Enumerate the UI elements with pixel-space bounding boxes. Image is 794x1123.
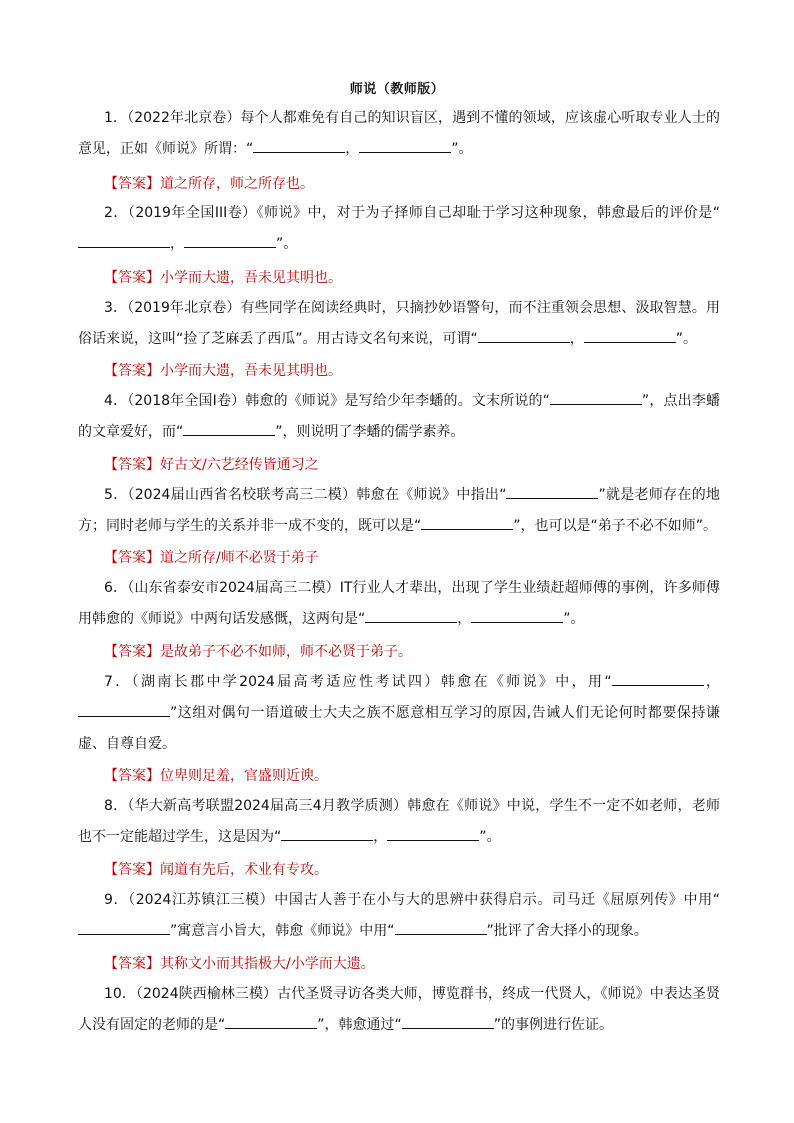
- answer-text: 其称文小而其指极大/小学而大遗。: [160, 956, 375, 972]
- answer-text: 好古文/六艺经传皆通习之: [160, 457, 319, 473]
- answer-7: [104, 766, 328, 786]
- question-1: 1．（2022年北京卷）每个人都难免有自己的知识盲区，遇到不懂的领域，应该虚心听取专业人士的意见，正如《师说》所谓：“ ， ”。: [78, 110, 720, 157]
- answer-blank: [183, 422, 275, 436]
- answer-text: 位卑则足羞，官盛则近谀。: [160, 768, 328, 784]
- question-text: （华大新高考联盟2024届高三4月教学质测）韩愈在《师说》中说，学生不一定不如老师，老师也不一定能超过学生，这是因为“: [78, 798, 720, 845]
- question-text: （2024陕西榆林三模）古代圣贤寻访各类大师，博览群书，终成一代贤人，《师说》中表达圣贤人没有固定的老师的是“: [78, 986, 720, 1033]
- answer-blank: [365, 609, 457, 623]
- answer-blank: [184, 234, 276, 248]
- answer-blank: [281, 827, 373, 841]
- answer-1: [104, 174, 314, 194]
- answer-6: [104, 642, 412, 662]
- question-number: 5．: [104, 487, 128, 503]
- question-number: 2．: [104, 205, 128, 221]
- question-number: 3．: [104, 300, 128, 316]
- answer-4: [104, 455, 319, 475]
- question-number: 10．: [104, 986, 136, 1002]
- answer-label: 【答案】: [104, 768, 160, 784]
- answer-blank: [253, 139, 345, 153]
- answer-blank: [506, 485, 598, 499]
- answer-label: 【答案】: [104, 956, 160, 972]
- question-2: 2．（2019年全国III卷）《师说》中，对于为子择师自己却耻于学习这种现象，韩愈最后的评价是“， ”。: [78, 198, 720, 260]
- question-8: 8．（华大新高考联盟2024届高三4月教学质测）韩愈在《师说》中说，学生不一定不如老师，老师也不一定能超过学生，这是因为“ ， ”。: [78, 798, 720, 845]
- answer-2: [104, 268, 342, 288]
- answer-blank: [402, 1015, 494, 1029]
- answer-text: 闻道有先后，术业有专攻。: [160, 862, 328, 878]
- question-6: 6．（山东省泰安市2024届高三二模）IT行业人才辈出，出现了学生业绩赶超师傅的事例，许多师傅用韩愈的《师说》中两句话发感慨，这两句是“ ， ”。: [78, 580, 720, 627]
- question-number: 4．: [104, 393, 128, 409]
- question-text: （2019年全国III卷）《师说》中，对于为子择师自己却耻于学习这种现象，韩愈最后的评价是“: [127, 205, 720, 221]
- answer-text: 道之所存/师不必贤于弟子: [160, 550, 319, 566]
- answer-blank: [78, 234, 170, 248]
- answer-blank: [395, 921, 487, 935]
- answer-blank: [421, 516, 513, 530]
- answer-9: [104, 954, 375, 974]
- answer-blank: [478, 329, 570, 343]
- answer-blank: [78, 703, 170, 717]
- question-number: 7．: [104, 674, 132, 690]
- question-number: 6．: [104, 580, 128, 596]
- answer-label: 【答案】: [104, 862, 160, 878]
- question-text: （山东省泰安市2024届高三二模）IT行业人才辈出，出现了学生业绩赶超师傅的事例，许多师傅用韩愈的《师说》中两句话发感慨，这两句是“: [78, 580, 720, 627]
- answer-8: [104, 860, 328, 880]
- question-text: （2024江苏镇江三模）中国古人善于在小与大的思辨中获得启示。司马迁《屈原列传》中用“: [128, 892, 720, 908]
- answer-blank: [78, 921, 170, 935]
- answer-blank: [225, 1015, 317, 1029]
- question-text: （2018年全国I卷）韩愈的《师说》是写给少年李蟠的。文末所说的“: [127, 393, 550, 409]
- page-title: 师说（教师版）: [349, 82, 445, 97]
- question-3: 3．（2019年北京卷）有些同学在阅读经典时，只摘抄妙语警句，而不注重领会思想、汲取智慧。用俗话来说，这叫“捡了芝麻丢了西瓜”。用古诗文名句来说，可谓“ ， ”。: [78, 300, 720, 347]
- answer-blank: [471, 609, 563, 623]
- question-10: 10．（2024陕西榆林三模）古代圣贤寻访各类大师，博览群书，终成一代贤人，《师说》中表达圣贤人没有固定的老师的是“ ”，韩愈通过“ ”的事例进行佐证。: [78, 986, 720, 1033]
- answer-blank: [550, 391, 642, 405]
- answer-blank: [612, 672, 704, 686]
- question-4: 4．（2018年全国I卷）韩愈的《师说》是写给少年李蟠的。文末所说的“ ”，点出李蟠的文章爱好，而“ ”，则说明了李蟠的儒学素养。: [78, 393, 720, 440]
- question-text: （2022年北京卷）每个人都难免有自己的知识盲区，遇到不懂的领域，应该虚心听取专业人士的意见，正如《师说》所谓：“: [78, 110, 720, 157]
- answer-text: 是故弟子不必不如师，师不必贤于弟子。: [160, 644, 412, 660]
- answer-blank: [584, 329, 676, 343]
- answer-text: 道之所存，师之所存也。: [160, 176, 314, 192]
- answer-label: 【答案】: [104, 363, 160, 379]
- question-number: 8．: [104, 798, 128, 814]
- question-text: （湖南长郡中学2024届高考适应性考试四）韩愈在《师说》中，用“: [131, 674, 612, 690]
- answer-text: 小学而大遗，吾未见其明也。: [160, 363, 342, 379]
- question-number: 1．: [104, 110, 128, 126]
- answer-blank: [359, 139, 451, 153]
- answer-label: 【答案】: [104, 270, 160, 286]
- answer-blank: [387, 827, 479, 841]
- question-number: 9．: [104, 892, 129, 908]
- question-7: 7．（湖南长郡中学2024届高考适应性考试四）韩愈在《师说》中，用“ ，”这组对偶句一语道破士大夫之族不愿意相互学习的原因,告诫人们无论何时都要保持谦虚、自尊自爱。: [78, 674, 721, 752]
- answer-label: 【答案】: [104, 644, 160, 660]
- question-text: （2019年北京卷）有些同学在阅读经典时，只摘抄妙语警句，而不注重领会思想、汲取智慧。用俗话来说，这叫“捡了芝麻丢了西瓜”。用古诗文名句来说，可谓“: [78, 300, 720, 347]
- question-5: 5．（2024届山西省名校联考高三二模）韩愈在《师说》中指出“ ”就是老师存在的地方；同时老师与学生的关系并非一成不变的，既可以是“ ”，也可以是“弟子不必不如师”。: [78, 487, 720, 534]
- question-text: （2024届山西省名校联考高三二模）韩愈在《师说》中指出“: [127, 487, 507, 503]
- answer-text: 小学而大遗，吾未见其明也。: [160, 270, 342, 286]
- answer-label: 【答案】: [104, 457, 160, 473]
- answer-3: [104, 361, 342, 381]
- question-9: 9．（2024江苏镇江三模）中国古人善于在小与大的思辨中获得启示。司马迁《屈原列传》中用“”寓意言小旨大，韩愈《师说》中用“ ”批评了舍大择小的现象。: [78, 885, 720, 947]
- answer-label: 【答案】: [104, 550, 160, 566]
- answer-5: [104, 548, 319, 568]
- answer-label: 【答案】: [104, 176, 160, 192]
